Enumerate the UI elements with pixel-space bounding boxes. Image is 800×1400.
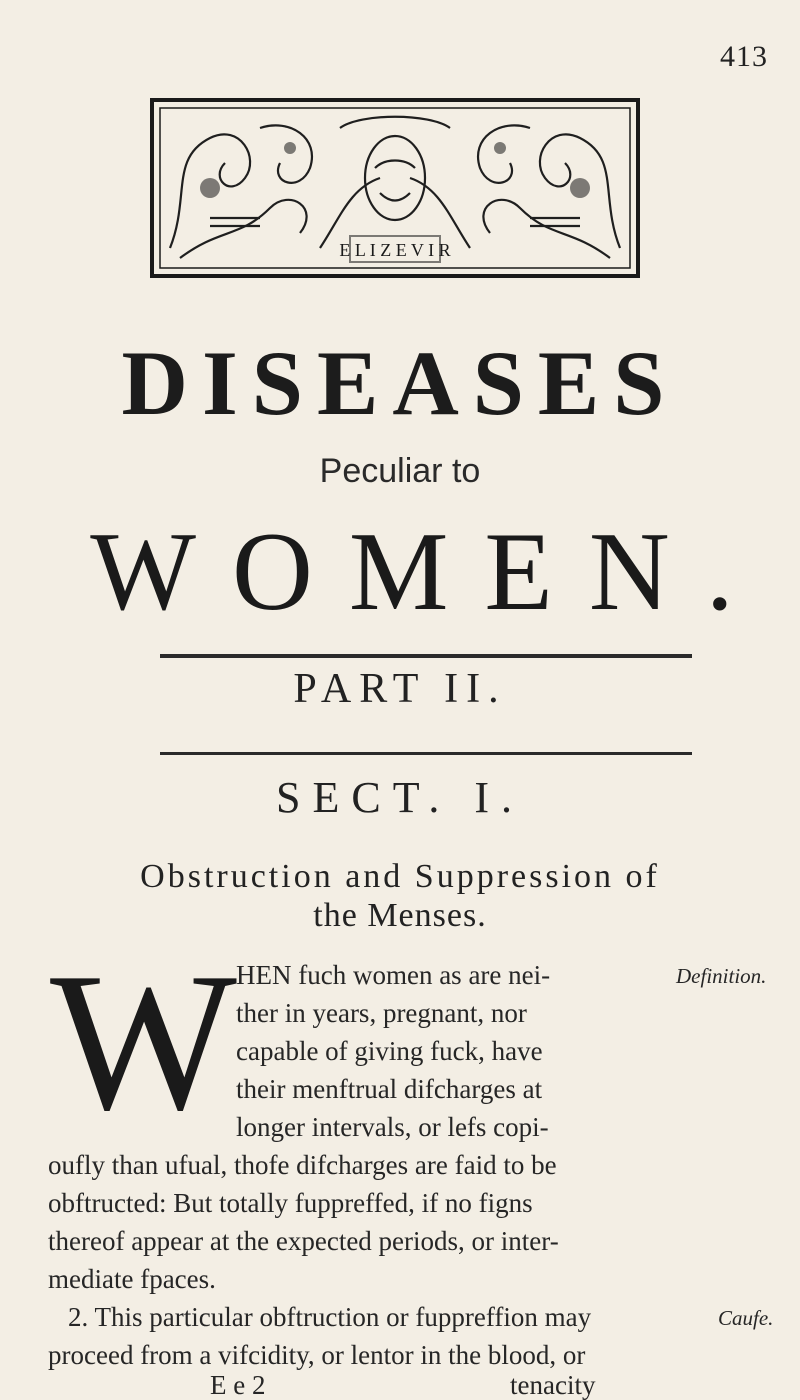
section-title-line2: the Menses. <box>313 897 487 934</box>
part-heading: PART II. <box>293 666 507 712</box>
body-line-4: their menftrual difcharges at <box>236 1074 543 1104</box>
title-diseases: DISEASES <box>121 332 679 434</box>
body-line-1: HEN fuch women as are nei- <box>236 960 551 990</box>
bottom-rule <box>160 752 692 755</box>
headpiece-inscription: E L I Z E V I R <box>339 240 451 260</box>
drop-cap: W <box>50 932 237 1151</box>
catchword: tenacity <box>510 1370 596 1400</box>
ornamental-headpiece <box>150 98 640 278</box>
page-number: 413 <box>720 40 768 73</box>
section-heading: SECT. I. <box>276 773 524 822</box>
top-rule <box>160 654 692 658</box>
title-peculiar-to: Peculiar to <box>319 452 481 490</box>
body-line-7: obftructed: But totally fuppreffed, if no figns <box>48 1188 533 1218</box>
body-line-5: longer intervals, or lefs copi- <box>236 1112 549 1142</box>
title-women: WOMEN. <box>90 510 770 634</box>
body-line-11: proceed from a vifcidity, or lentor in the blood, or <box>48 1340 586 1370</box>
signature-mark: E e 2 <box>210 1370 266 1400</box>
body-line-10: 2. This particular obftruction or fuppreffion may <box>68 1302 592 1332</box>
body-line-9: mediate fpaces. <box>48 1264 216 1294</box>
body-line-8: thereof appear at the expected periods, or inter- <box>48 1226 559 1256</box>
margin-note-cause: Caufe. <box>718 1306 774 1330</box>
body-line-2: ther in years, pregnant, nor <box>236 998 527 1028</box>
body-line-6: oufly than ufual, thofe difcharges are faid to be <box>48 1150 557 1180</box>
body-line-3: capable of giving fuck, have <box>236 1036 543 1066</box>
margin-note-definition: Definition. <box>676 964 767 988</box>
section-title-line1: Obstruction and Suppression of <box>140 858 660 895</box>
